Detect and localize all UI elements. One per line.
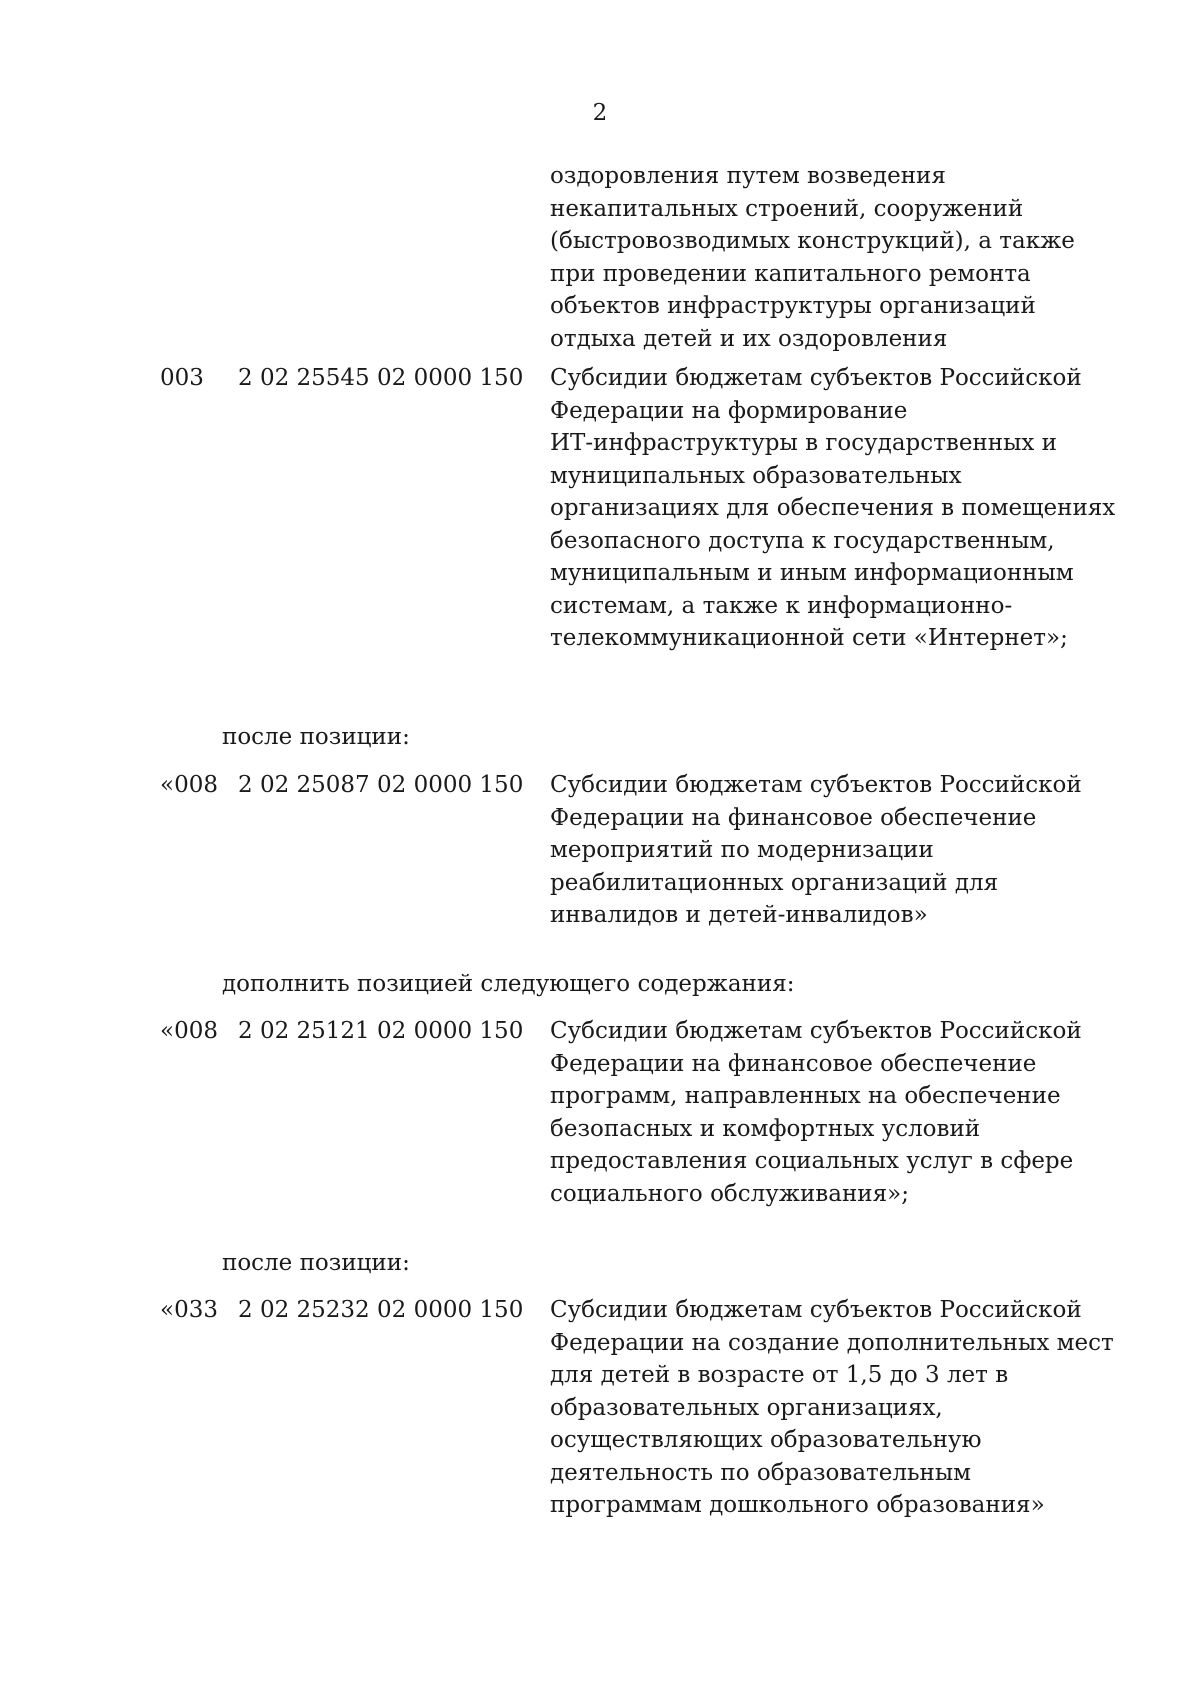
- kbk-code: 2 02 25232 02 0000 150: [238, 1297, 524, 1323]
- description-line: Федерации на создание дополнительных мест: [550, 1329, 1114, 1356]
- description-line: Федерации на финансовое обеспечение: [550, 1050, 1037, 1077]
- description-line: безопасных и комфортных условий: [550, 1115, 981, 1142]
- description-line: для детей в возрасте от 1,5 до 3 лет в: [550, 1362, 1009, 1388]
- description-line: Федерации на формирование: [550, 397, 908, 424]
- description-line: мероприятий по модернизации: [550, 837, 934, 863]
- description-line: Субсидии бюджетам субъектов Российской: [550, 772, 1082, 798]
- description-line: ИТ-инфраструктуры в государственных и: [550, 430, 1058, 456]
- description-line: Субсидии бюджетам субъектов Российской: [550, 1018, 1082, 1044]
- description-line: программам дошкольного образования»: [550, 1492, 1045, 1518]
- description-line: оздоровления путем возведения: [550, 163, 946, 189]
- description-line: реабилитационных организаций для: [550, 869, 999, 896]
- entry-description: [550, 362, 1116, 655]
- description-line: осуществляющих образовательную: [550, 1427, 982, 1453]
- kbk-code: 2 02 25121 02 0000 150: [238, 1018, 524, 1044]
- description-line: безопасного доступа к государственным,: [550, 527, 1055, 554]
- page-number: 2: [592, 100, 608, 126]
- description-line: системам, а также к информационно-: [550, 592, 1013, 619]
- entry-description: [550, 1015, 1110, 1210]
- description-line: Субсидии бюджетам субъектов Российской: [550, 1297, 1082, 1323]
- instruction-text: дополнить позицией следующего содержания:: [222, 971, 795, 997]
- description-line: (быстровозводимых конструкций), а также: [550, 228, 1075, 254]
- description-line: деятельность по образовательным: [550, 1459, 972, 1486]
- description-line: объектов инфраструктуры организаций: [550, 293, 1036, 319]
- description-line: Субсидии бюджетам субъектов Российской: [550, 365, 1082, 391]
- admin-code: «033: [160, 1297, 218, 1323]
- instruction-text: после позиции:: [222, 724, 410, 750]
- continuation-description: [550, 160, 1110, 355]
- description-line: социального обслуживания»;: [550, 1180, 909, 1207]
- description-line: при проведении капитального ремонта: [550, 260, 1031, 287]
- kbk-code: 2 02 25545 02 0000 150: [238, 365, 524, 391]
- description-line: телекоммуникационной сети «Интернет»;: [550, 625, 1068, 651]
- description-line: программ, направленных на обеспечение: [550, 1083, 1061, 1109]
- description-line: Федерации на финансовое обеспечение: [550, 804, 1037, 831]
- entry-description: [550, 769, 1110, 932]
- description-line: образовательных организациях,: [550, 1394, 943, 1421]
- description-line: отдыха детей и их оздоровления: [550, 325, 948, 352]
- description-line: предоставления социальных услуг в сфере: [550, 1148, 1074, 1174]
- description-line: муниципальных образовательных: [550, 462, 962, 489]
- description-line: инвалидов и детей-инвалидов»: [550, 902, 928, 928]
- description-line: муниципальным и иным информационным: [550, 560, 1074, 586]
- kbk-code: 2 02 25087 02 0000 150: [238, 772, 524, 798]
- admin-code: 003: [160, 365, 204, 391]
- admin-code: «008: [160, 1018, 218, 1044]
- entry-description: [550, 1294, 1114, 1522]
- admin-code: «008: [160, 772, 218, 798]
- description-line: организациях для обеспечения в помещениях: [550, 495, 1116, 521]
- description-line: некапитальных строений, сооружений: [550, 195, 1024, 222]
- instruction-text: после позиции:: [222, 1250, 410, 1276]
